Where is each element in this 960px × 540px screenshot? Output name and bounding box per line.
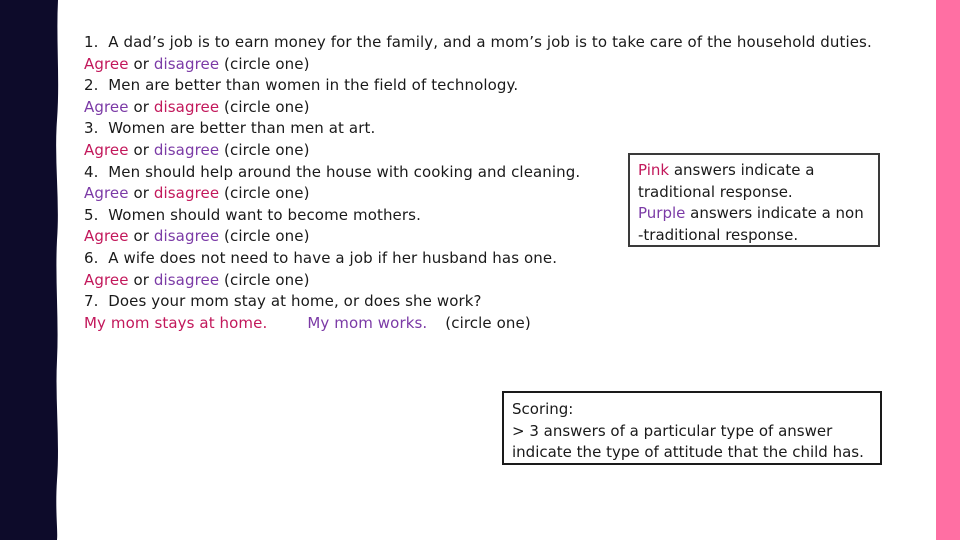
agree-option[interactable]: Agree [84,270,129,289]
question-3: 3. Women are better than men at art. [84,119,376,138]
scoring-line-2: indicate the type of attitude that the child has. [512,443,864,462]
question-1: 1. A dad’s job is to earn money for the family, and a mom’s job is to take care of the household duties. [84,33,872,51]
circle-one-text: (circle one) [219,270,310,289]
scoring-box [502,391,882,465]
circle-one-text: (circle one) [445,313,531,332]
legend-purple-line-2: -traditional response. [638,225,799,244]
question-6: 6. A wife does not need to have a job if her husband has one. [84,248,558,267]
agree-option[interactable]: Agree [84,54,129,73]
question-4: 4. Men should help around the house with cooking and cleaning. [84,162,581,181]
scoring-line-1: > 3 answers of a particular type of answer [512,421,833,440]
circle-one-text: (circle one) [219,97,310,116]
answer-row-7 [84,313,872,335]
legend-purple-line [638,203,870,225]
answer-row-2 [84,97,872,119]
circle-one-text: (circle one) [219,54,310,73]
left-decorative-band [0,0,72,540]
scoring-title: Scoring: [512,400,574,418]
legend-pink-text: answers indicate a [669,161,815,179]
left-band-shape [0,0,72,540]
answer-row-1 [84,54,872,76]
disagree-option[interactable]: disagree [153,184,220,203]
circle-one-text: (circle one) [219,184,310,203]
disagree-option[interactable]: disagree [153,54,220,73]
question-5: 5. Women should want to become mothers. [84,205,421,224]
answer-row-6 [84,270,872,292]
question-7: 7. Does your mom stay at home, or does she work? [84,292,482,311]
disagree-option[interactable]: disagree [153,97,220,116]
agree-option[interactable]: Agree [84,227,129,246]
agree-option[interactable]: Agree [84,97,129,116]
or-text: or [128,227,154,246]
disagree-option[interactable]: disagree [153,140,220,159]
or-text: or [128,270,154,289]
circle-one-text: (circle one) [219,140,310,159]
disagree-option[interactable]: disagree [153,227,220,246]
agree-option[interactable]: Agree [84,184,129,203]
legend-pink-line [638,160,870,182]
or-text: or [128,97,154,116]
legend-pink-word: Pink [638,161,670,179]
mom-works-option[interactable]: My mom works. [307,313,428,332]
disagree-option[interactable]: disagree [153,270,220,289]
question-2: 2. Men are better than women in the field of technology. [84,76,519,95]
color-legend-box [628,153,880,247]
legend-purple-text: answers indicate a non [685,204,864,223]
agree-option[interactable]: Agree [84,140,129,159]
or-text: or [128,184,154,203]
legend-pink-line-2: traditional response. [638,182,793,201]
circle-one-text: (circle one) [219,227,310,246]
right-accent-bar [936,0,960,540]
or-text: or [128,54,154,73]
mom-home-option[interactable]: My mom stays at home. [84,313,268,332]
or-text: or [128,140,154,159]
legend-purple-word: Purple [638,204,686,223]
